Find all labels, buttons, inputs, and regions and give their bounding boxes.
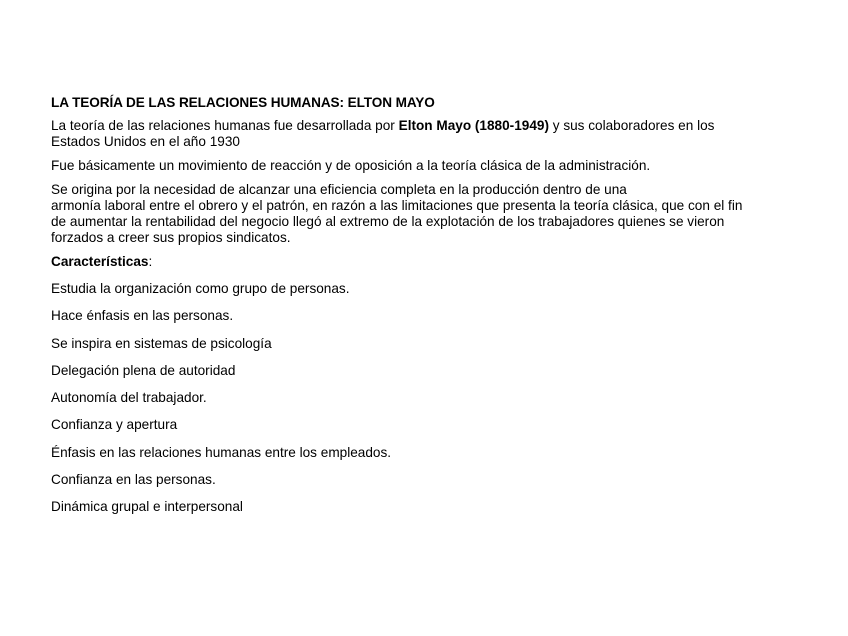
origin-rest: armonía laboral entre el obrero y el patrón, en razón a las limitaciones que presenta la teoría clásica, que con el fin de aumentar la rentabilidad del negocio llegó al extremo de la explotación de los trabajadores quienes se vieron forzados a creer sus propios sindicatos.: [51, 198, 743, 245]
characteristic-item: Autonomía del trabajador.: [51, 390, 207, 406]
origin-first-line: Se origina por la necesidad de alcanzar una eficiencia completa en la producción dentro de una: [51, 182, 627, 197]
intro-author-name: Elton Mayo (1880-1949): [398, 118, 549, 133]
characteristics-heading: [51, 254, 751, 270]
characteristic-item: Estudia la organización como grupo de personas.: [51, 281, 350, 296]
characteristic-item: Delegación plena de autoridad: [51, 362, 236, 378]
characteristics-heading-colon: :: [148, 254, 153, 269]
characteristic-item: Énfasis en las relaciones humanas entre los empleados.: [51, 444, 392, 460]
characteristic-item: Confianza y apertura: [51, 417, 178, 433]
characteristic-item: Hace énfasis en las personas.: [51, 308, 234, 324]
intro-text-after: y sus colaboradores en los Estados Unidos en el año 1930: [51, 118, 715, 149]
characteristic-item: Se inspira en sistemas de psicología: [51, 335, 272, 351]
intro-text-before: La teoría de las relaciones humanas fue desarrollada por: [51, 118, 399, 133]
document-title: LA TEORÍA DE LAS RELACIONES HUMANAS: ELTON MAYO: [51, 95, 435, 110]
characteristic-item: Confianza en las personas.: [51, 472, 216, 488]
origin-paragraph: [51, 182, 751, 246]
document-page: [51, 95, 751, 527]
characteristics-heading-text: Características: [51, 254, 149, 269]
intro-paragraph: [51, 118, 751, 150]
characteristic-item: Dinámica grupal e interpersonal: [51, 499, 243, 515]
reaction-paragraph: Fue básicamente un movimiento de reacción y de oposición a la teoría clásica de la administración.: [51, 158, 651, 173]
